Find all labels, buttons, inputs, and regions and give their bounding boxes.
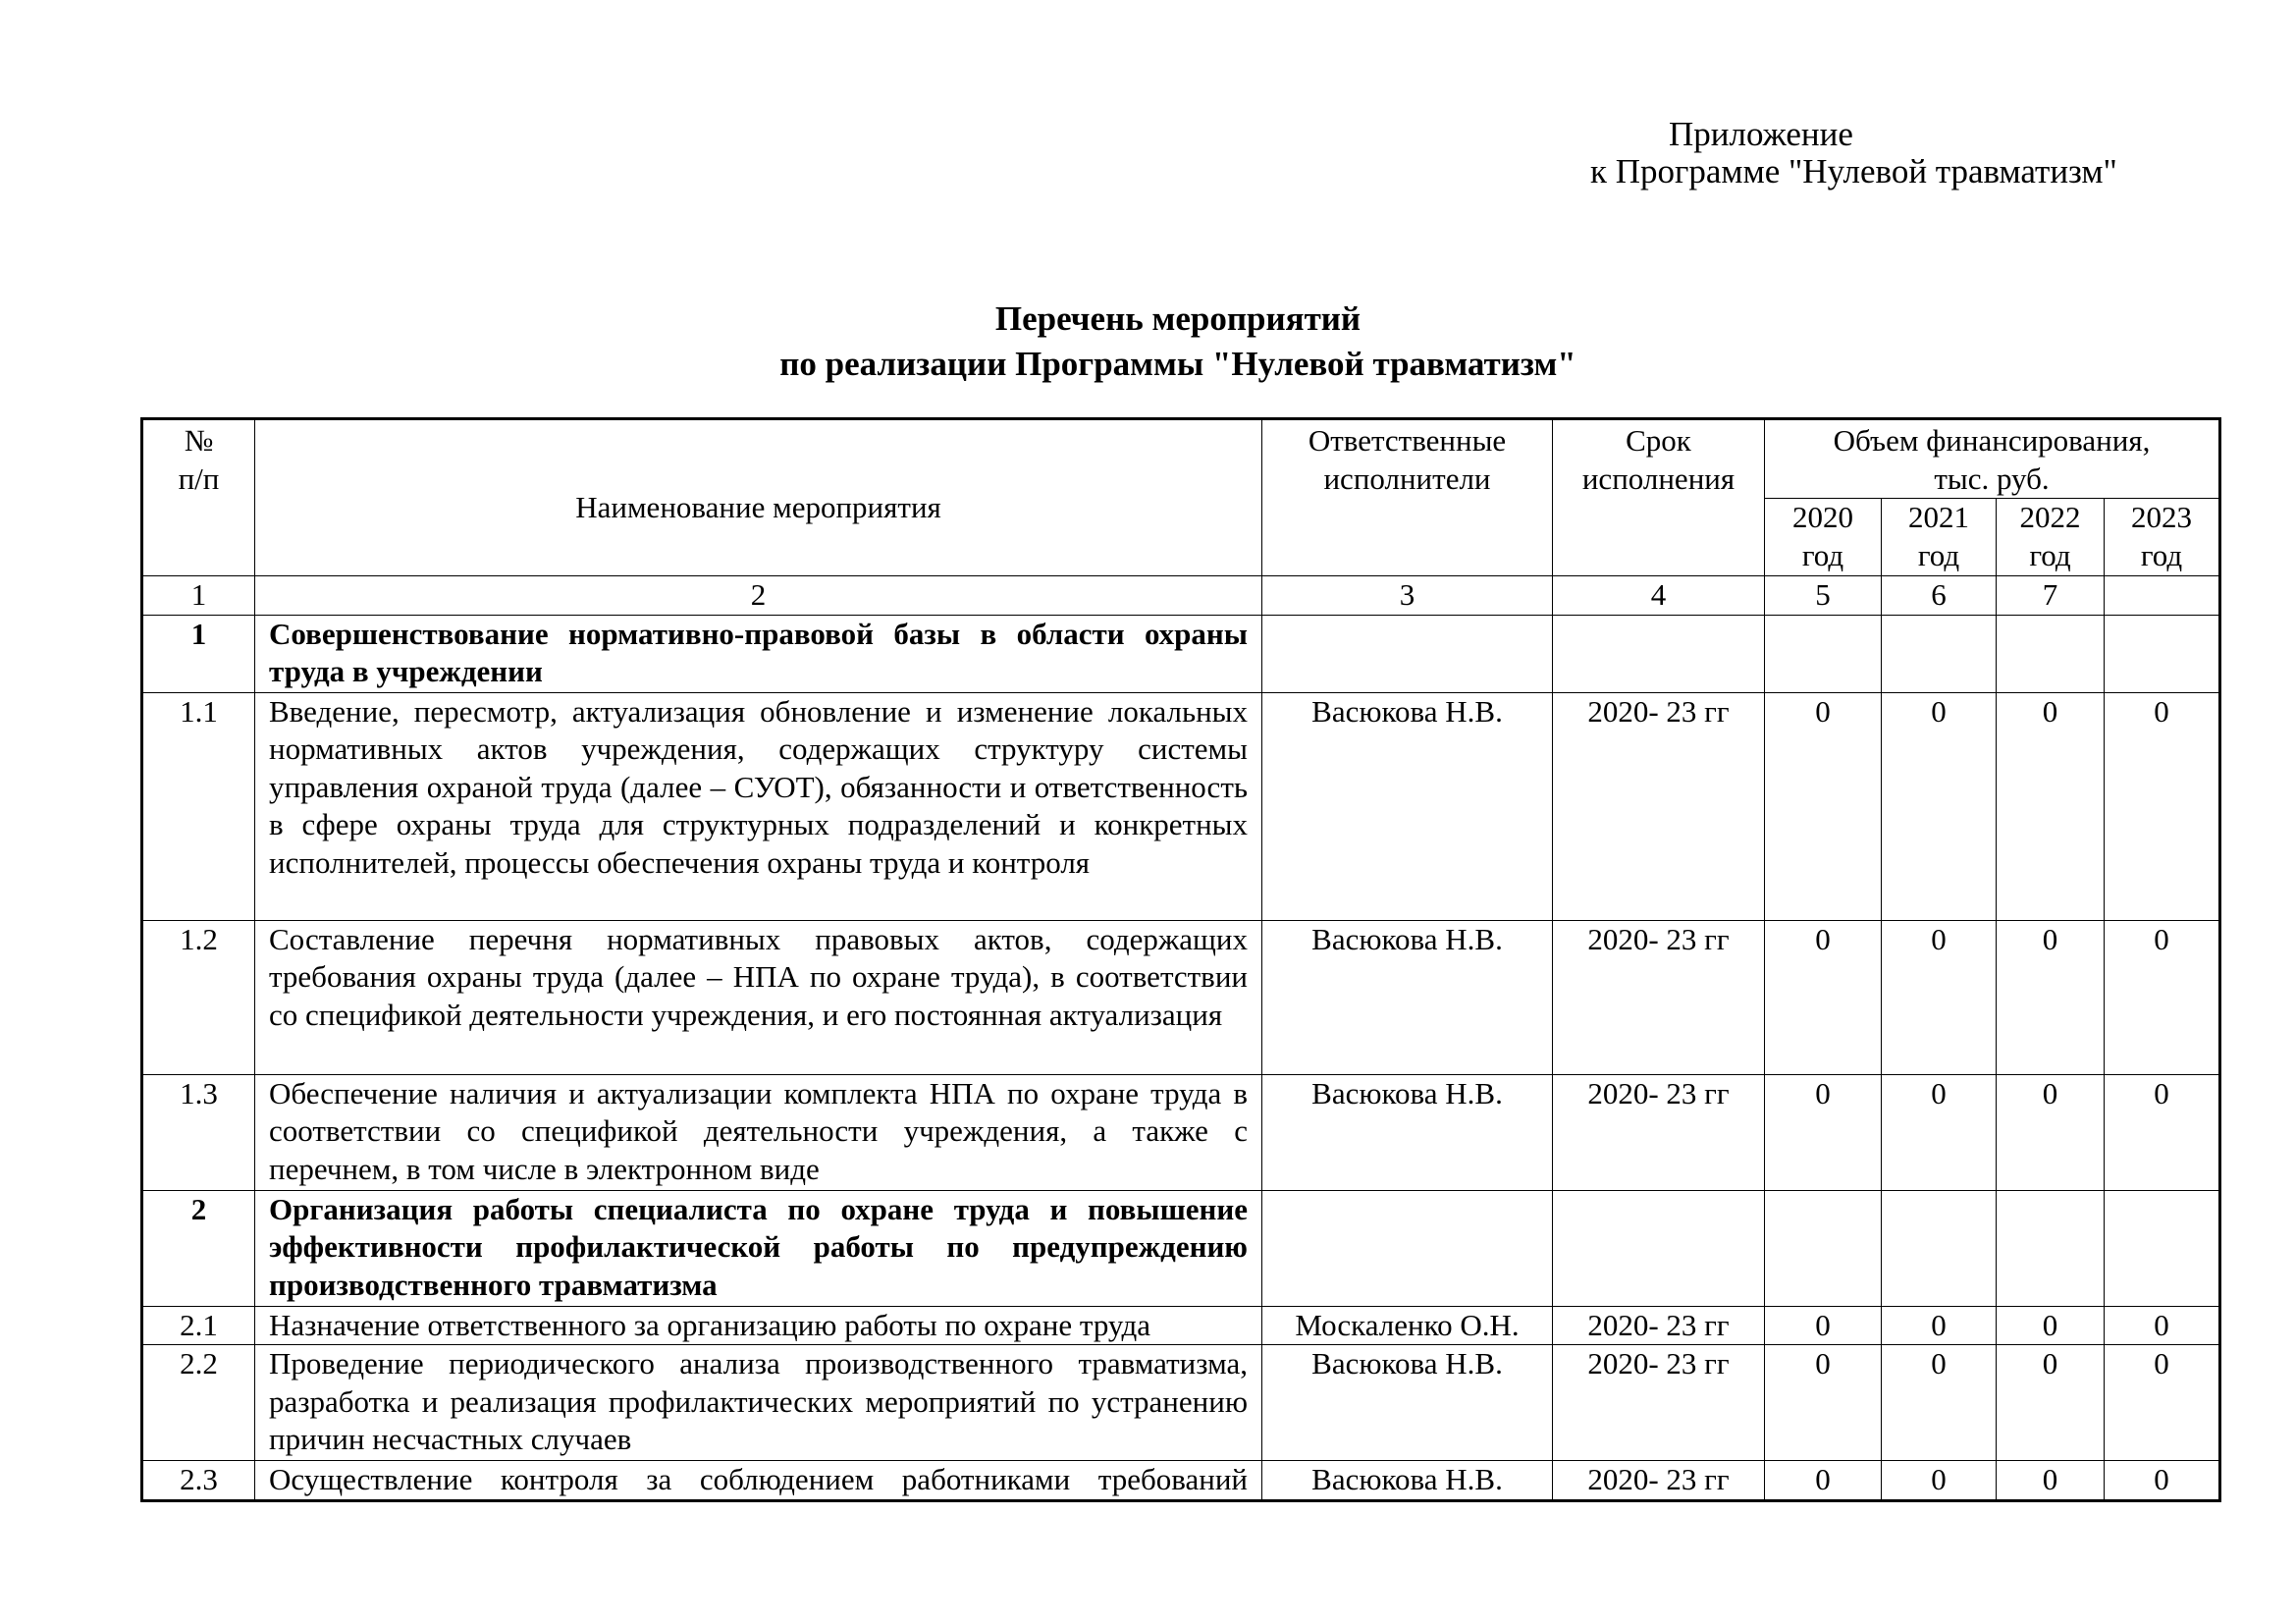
row-fin-2021 bbox=[1882, 615, 1997, 692]
table-row bbox=[142, 1306, 2220, 1345]
row-fin-2020: 0 bbox=[1765, 1306, 1882, 1345]
row-num: 2.3 bbox=[142, 1461, 255, 1501]
header-year-2023 bbox=[2105, 499, 2220, 576]
row-fin-2023: 0 bbox=[2105, 1345, 2220, 1461]
row-fin-2020: 0 bbox=[1765, 692, 1882, 920]
row-fin-2023: 0 bbox=[2105, 1461, 2220, 1501]
table-row bbox=[142, 1345, 2220, 1461]
header-financing-line-1: Объем финансирования, bbox=[1833, 423, 2151, 458]
row-fin-2020: 0 bbox=[1765, 920, 1882, 1074]
appendix-note bbox=[1590, 116, 2199, 190]
row-term: 2020- 23 гг bbox=[1553, 1074, 1765, 1190]
header-financing-line-2: тыс. руб. bbox=[1934, 460, 2050, 496]
row-fin-2022 bbox=[1997, 1190, 2105, 1306]
column-number: 2 bbox=[255, 576, 1262, 616]
column-number: 6 bbox=[1882, 576, 1997, 616]
header-year-value: 2022 bbox=[2019, 500, 2081, 534]
row-fin-2021: 0 bbox=[1882, 1345, 1997, 1461]
column-number bbox=[2105, 576, 2220, 616]
row-term: 2020- 23 гг bbox=[1553, 920, 1765, 1074]
row-term: 2020- 23 гг bbox=[1553, 1306, 1765, 1345]
column-number: 4 bbox=[1553, 576, 1765, 616]
section-row bbox=[142, 1190, 2220, 1306]
column-number: 5 bbox=[1765, 576, 1882, 616]
column-number: 1 bbox=[142, 576, 255, 616]
column-number: 3 bbox=[1262, 576, 1553, 616]
row-fin-2022: 0 bbox=[1997, 692, 2105, 920]
header-year-2021 bbox=[1882, 499, 1997, 576]
table-row bbox=[142, 1074, 2220, 1190]
document-title bbox=[137, 297, 2218, 387]
header-num-line-1: № bbox=[184, 423, 214, 458]
row-term: 2020- 23 гг bbox=[1553, 1461, 1765, 1501]
row-fin-2020 bbox=[1765, 1190, 1882, 1306]
header-year-unit: год bbox=[1801, 537, 1844, 572]
header-year-unit: год bbox=[1917, 537, 1960, 572]
row-fin-2022: 0 bbox=[1997, 1074, 2105, 1190]
header-year-value: 2021 bbox=[1908, 500, 1969, 534]
row-fin-2020: 0 bbox=[1765, 1345, 1882, 1461]
header-responsible bbox=[1262, 419, 1553, 576]
row-fin-2023: 0 bbox=[2105, 1074, 2220, 1190]
header-year-unit: год bbox=[2140, 537, 2183, 572]
row-num: 1.1 bbox=[142, 692, 255, 920]
row-term: 2020- 23 гг bbox=[1553, 692, 1765, 920]
row-fin-2020: 0 bbox=[1765, 1074, 1882, 1190]
row-name: Обеспечение наличия и актуализации комплекта НПА по охране труда в соответствии со спецификой деятельности учреждения, а также с перечнем, в том числе в электронном виде bbox=[255, 1074, 1262, 1190]
row-responsible: Васюкова Н.В. bbox=[1262, 1461, 1553, 1501]
row-fin-2020 bbox=[1765, 615, 1882, 692]
row-fin-2022: 0 bbox=[1997, 920, 2105, 1074]
row-name: Составление перечня нормативных правовых актов, содержащих требования охраны труда (далее – НПА по охране труда), в соответствии со спецификой деятельности учреждения, и его постоянная актуализация bbox=[255, 920, 1262, 1074]
row-responsible: Васюкова Н.В. bbox=[1262, 1345, 1553, 1461]
title-line-2: по реализации Программы "Нулевой травматизм" bbox=[779, 345, 1576, 383]
row-num: 2 bbox=[142, 1190, 255, 1306]
row-fin-2022: 0 bbox=[1997, 1345, 2105, 1461]
row-num: 2.2 bbox=[142, 1345, 255, 1461]
header-term-line-2: исполнения bbox=[1581, 460, 1735, 496]
row-fin-2022: 0 bbox=[1997, 1306, 2105, 1345]
header-year-value: 2023 bbox=[2131, 500, 2192, 534]
appendix-line-2: к Программе "Нулевой травматизм" bbox=[1590, 152, 2117, 190]
row-name: Совершенствование нормативно-правовой базы в области охраны труда в учреждении bbox=[255, 615, 1262, 692]
header-num-line-2: п/п bbox=[178, 460, 220, 496]
row-fin-2023 bbox=[2105, 1190, 2220, 1306]
row-num: 1 bbox=[142, 615, 255, 692]
row-fin-2023: 0 bbox=[2105, 920, 2220, 1074]
row-name: Осуществление контроля за соблюдением работниками требований bbox=[255, 1461, 1262, 1501]
row-fin-2022: 0 bbox=[1997, 1461, 2105, 1501]
row-fin-2021: 0 bbox=[1882, 1306, 1997, 1345]
row-responsible: Васюкова Н.В. bbox=[1262, 920, 1553, 1074]
row-term: 2020- 23 гг bbox=[1553, 1345, 1765, 1461]
section-row bbox=[142, 615, 2220, 692]
row-num: 1.3 bbox=[142, 1074, 255, 1190]
row-fin-2022 bbox=[1997, 615, 2105, 692]
row-term bbox=[1553, 615, 1765, 692]
row-responsible: Васюкова Н.В. bbox=[1262, 692, 1553, 920]
measures-table bbox=[140, 417, 2221, 1502]
row-name: Введение, пересмотр, актуализация обновление и изменение локальных нормативных актов учреждения, содержащих структуру системы управления охраной труда (далее – СУОТ), обязанности и ответственность в сфере охраны труда для структурных подразделений и конкретных исполнителей, процессы обеспечения охраны труда и контроля bbox=[255, 692, 1262, 920]
row-responsible bbox=[1262, 615, 1553, 692]
row-fin-2020: 0 bbox=[1765, 1461, 1882, 1501]
title-line-1: Перечень мероприятий bbox=[994, 299, 1362, 338]
header-year-2022 bbox=[1997, 499, 2105, 576]
header-term-line-1: Срок bbox=[1626, 423, 1691, 458]
appendix-line-1: Приложение bbox=[1669, 115, 1853, 153]
header-year-2020 bbox=[1765, 499, 1882, 576]
row-responsible bbox=[1262, 1190, 1553, 1306]
row-name: Проведение периодического анализа производственного травматизма, разработка и реализация профилактических мероприятий по устранению причин несчастных случаев bbox=[255, 1345, 1262, 1461]
row-fin-2021: 0 bbox=[1882, 1461, 1997, 1501]
row-fin-2023: 0 bbox=[2105, 692, 2220, 920]
row-term bbox=[1553, 1190, 1765, 1306]
header-responsible-line-1: Ответственные bbox=[1308, 423, 1507, 458]
header-year-value: 2020 bbox=[1792, 500, 1853, 534]
row-num: 1.2 bbox=[142, 920, 255, 1074]
row-fin-2021: 0 bbox=[1882, 1074, 1997, 1190]
table-row bbox=[142, 692, 2220, 920]
table-row bbox=[142, 1461, 2220, 1501]
row-fin-2023 bbox=[2105, 615, 2220, 692]
header-year-unit: год bbox=[2029, 537, 2071, 572]
header-term bbox=[1553, 419, 1765, 576]
header-name: Наименование мероприятия bbox=[255, 419, 1262, 576]
row-name: Организация работы специалиста по охране труда и повышение эффективности профилактической работы по предупреждению производственного травматизма bbox=[255, 1190, 1262, 1306]
row-fin-2021 bbox=[1882, 1190, 1997, 1306]
row-num: 2.1 bbox=[142, 1306, 255, 1345]
row-responsible: Москаленко О.Н. bbox=[1262, 1306, 1553, 1345]
column-number-row bbox=[142, 576, 2220, 616]
row-fin-2021: 0 bbox=[1882, 920, 1997, 1074]
header-num bbox=[142, 419, 255, 576]
row-fin-2023: 0 bbox=[2105, 1306, 2220, 1345]
table-row bbox=[142, 920, 2220, 1074]
header-responsible-line-2: исполнители bbox=[1323, 460, 1491, 496]
row-name: Назначение ответственного за организацию работы по охране труда bbox=[255, 1306, 1262, 1345]
header-financing bbox=[1765, 419, 2220, 499]
row-fin-2021: 0 bbox=[1882, 692, 1997, 920]
row-responsible: Васюкова Н.В. bbox=[1262, 1074, 1553, 1190]
column-number: 7 bbox=[1997, 576, 2105, 616]
